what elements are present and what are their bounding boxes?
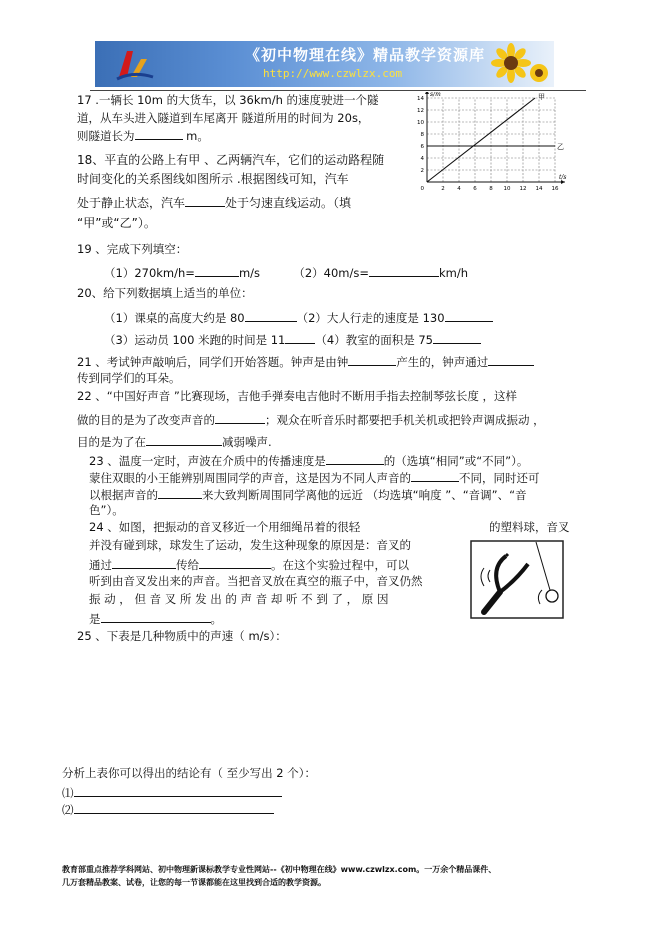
series-label-jia: 甲 (538, 93, 545, 101)
q20-blank-2[interactable] (445, 309, 493, 322)
q17-line2: 道，从车头进入隧道到车尾离开 隧道所用的时间为 20s， (77, 111, 370, 125)
q20-row2 (104, 331, 481, 347)
q24-line4: 听到由音叉发出来的声音。当把音叉放在真空的瓶子中，音叉仍然 (89, 574, 423, 588)
q19-title: 19 、完成下列填空： (77, 242, 188, 256)
q23-text-f: 来大致判断周围同学离他的远近 （均选填“响度 ”、“音调”、“音 (202, 488, 527, 502)
q19-item2-unit: km/h (438, 266, 469, 280)
q17-line1: 17 .一辆长 10m 的大货车，以 36km/h 的速度驶进一个隧 (77, 93, 379, 107)
q18-text-b: 处于匀速直线运动。（填 (225, 196, 352, 210)
q24-line1b: 的塑料球，音叉 (489, 520, 570, 534)
q24-line6 (89, 610, 222, 626)
origin-label: 0 (420, 186, 424, 192)
x-axis-label: t/s (559, 174, 567, 181)
q18-line1: 18、平直的公路上有甲 、乙两辆汽车，它们的运动路程随 (77, 153, 385, 167)
q19-item1-unit: m/s (238, 266, 261, 280)
q24-blank-3[interactable] (101, 610, 211, 623)
q22-line3 (77, 433, 272, 449)
sunflower-image (487, 43, 551, 85)
q23-line4: 色”）。 (89, 503, 124, 517)
q25-answer-2 (62, 801, 274, 817)
q20-item1: （1）课桌的高度大约是 80 (104, 311, 245, 325)
q18-text-a: 处于静止状态，汽车 (77, 196, 186, 210)
q22-line2 (77, 411, 545, 427)
q23-blank-1[interactable] (326, 452, 384, 465)
q23-text-d: 不同，同时还可 (459, 471, 540, 485)
q22-blank-1[interactable] (215, 411, 265, 424)
q21-line2: 传到同学们的耳朵。 (77, 371, 181, 385)
y-tick-label: 6 (420, 144, 424, 150)
q19-item1-text: （1）270km/h= (104, 266, 195, 280)
q18-line4: “甲”或“乙”）。 (77, 216, 156, 230)
x-tick-label: 8 (489, 186, 493, 192)
q21-text-a: 21 、考试钟声敲响后，同学们开始答题。钟声是由钟 (77, 355, 349, 369)
q23-blank-2[interactable] (411, 469, 459, 482)
q24-blank-1[interactable] (112, 556, 176, 569)
q23-text-c: 蒙住双眼的小王能辨别周围同学的声音，这是因为不同人声音的 (89, 471, 411, 485)
q25-answer-1 (62, 784, 282, 800)
series-label-yi: 乙 (557, 143, 564, 151)
q22-text-d: 减弱噪声. (222, 435, 272, 449)
q22-blank-2[interactable] (146, 433, 222, 446)
x-tick-label: 14 (535, 186, 543, 192)
q20-blank-4[interactable] (433, 331, 481, 344)
x-tick-label: 2 (441, 186, 445, 192)
q19-blank-2[interactable] (369, 264, 439, 277)
q19-blank-1[interactable] (195, 264, 239, 277)
q25-blank-1[interactable] (74, 784, 282, 797)
q20-row1 (104, 309, 493, 325)
y-tick-label: 4 (420, 156, 424, 162)
q22-text-b: ；观众在听音乐时都要把手机关机或把铃声调成振动 ， (265, 413, 545, 427)
q24-line3 (89, 556, 409, 572)
x-tick-label: 10 (503, 186, 511, 192)
q17-blank[interactable] (135, 127, 183, 140)
y-tick-label: 2 (420, 168, 424, 174)
y-tick-label: 8 (420, 132, 424, 138)
q24-text-c: 。在这个实验过程中，可以 (271, 558, 409, 572)
banner-title: 《初中物理在线》精品教学资源库 (245, 46, 486, 64)
footer-line1: 教育部重点推荐学科网站、初中物理新课标教学专业性网站--《初中物理在线》www.czwlzx.com。一万余个精品课件、 (62, 865, 497, 874)
q24-text-b: 传给 (176, 558, 199, 572)
q17-text: 则隧道长为 (77, 129, 135, 143)
q17-line3 (77, 127, 209, 143)
q24-line2: 并没有碰到球，球发生了运动，发生这种现象的原因是：音叉的 (89, 538, 411, 552)
x-tick-label: 4 (457, 186, 461, 192)
y-axis-label: s/m (430, 92, 441, 98)
y-tick-label: 10 (417, 120, 424, 126)
q20-title: 20、给下列数据填上适当的单位： (77, 286, 253, 300)
q25-blank-2[interactable] (74, 801, 274, 814)
q23-line2 (89, 469, 540, 485)
q20-item3: （3）运动员 100 米跑的时间是 11 (104, 333, 286, 347)
footer-line2: 几万套精品教案、试卷，让您的每一节课都能在这里找到合适的教学资源。 (62, 878, 326, 887)
q23-text-b: 的（选填“相同”或“不同”）。 (383, 454, 529, 468)
q22-text-a: 做的目的是为了改变声音的 (77, 413, 215, 427)
q20-blank-3[interactable] (285, 331, 315, 344)
q24-text-d: 是 (89, 612, 101, 626)
y-tick-label: 12 (417, 108, 424, 114)
banner-url[interactable]: http://www.czwlzx.com (263, 67, 403, 80)
q22-text-c: 目的是为了在 (77, 435, 146, 449)
footer (62, 863, 602, 889)
s-t-graph (405, 92, 575, 196)
q24-line1a: 24 、如图，把振动的音叉移近一个用细绳吊着的很轻 (89, 520, 361, 534)
q21-blank-2[interactable] (488, 353, 534, 366)
q25-analysis: 分析上表你可以得出的结论有（ 至少写出 2 个）： (62, 766, 317, 780)
q25-title: 25 、下表是几种物质中的声速（ m/s）： (77, 629, 287, 643)
header-banner (95, 41, 554, 87)
q25-item2-label: ⑵ (62, 803, 74, 817)
x-tick-label: 12 (519, 186, 527, 192)
tuning-fork-figure (470, 540, 565, 620)
q24-blank-2[interactable] (199, 556, 271, 569)
q21-text-b: 产生的，钟声通过 (396, 355, 489, 369)
q18-blank-1[interactable] (185, 194, 225, 207)
q24-text-e: 。 (210, 612, 222, 626)
q19-items (104, 264, 468, 280)
q20-item4: （4）教室的面积是 75 (315, 333, 433, 347)
q23-text-a: 23 、温度一定时，声波在介质中的传播速度是 (89, 454, 326, 468)
q17-unit: m。 (182, 129, 209, 143)
q23-text-e: 以根据声音的 (89, 488, 158, 502)
q20-blank-1[interactable] (245, 309, 297, 322)
q22-line1: 22 、“中国好声音 ”比赛现场，吉他手弹奏电吉他时不断用手指去控制琴弦长度 ，这样 (77, 389, 518, 403)
q18-line2: 时间变化的关系图线如图所示 .根据图线可知，汽车 (77, 172, 349, 186)
q21-blank-1[interactable] (348, 353, 396, 366)
q23-line3 (89, 486, 527, 502)
q20-item2: （2）大人行走的速度是 130 (296, 311, 445, 325)
x-tick-label: 6 (473, 186, 477, 192)
y-tick-label: 14 (417, 96, 424, 102)
y-axis-arrow (425, 92, 429, 94)
header-rule (90, 90, 586, 91)
site-logo (113, 47, 157, 83)
x-tick-label: 16 (551, 186, 559, 192)
q24-text-a: 通过 (89, 558, 112, 572)
q18-line3 (77, 194, 351, 210)
q23-line1 (89, 452, 528, 468)
q21-line1 (77, 353, 534, 369)
q25-item1-label: ⑴ (62, 786, 74, 800)
q24-line5: 振 动 ， 但 音 叉 所 发 出 的 声 音 却 听 不 到 了 ， 原 因 (89, 592, 389, 606)
q19-item2-text: （2）40m/s= (293, 266, 369, 280)
q23-blank-3[interactable] (158, 486, 202, 499)
